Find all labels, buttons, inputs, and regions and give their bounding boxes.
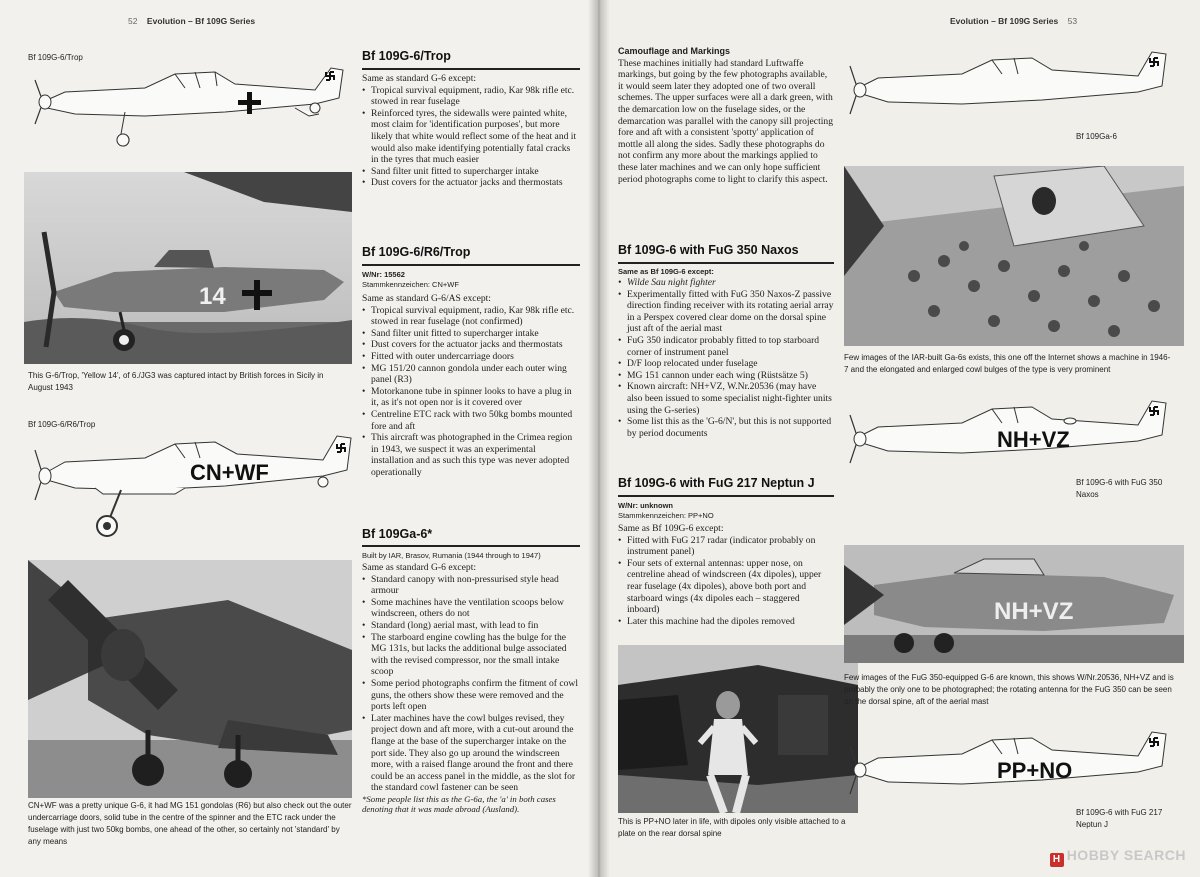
list-item: • MG 151/20 cannon gondola under each outer wing panel (R3): [362, 363, 580, 386]
wnr-label: W/Nr: unknown: [618, 501, 673, 510]
profile-label-neptun-1: Bf 109G-6 with FuG 217: [1076, 808, 1163, 817]
heading-rule: [362, 545, 580, 547]
list-item: • MG 151 cannon under each wing (Rüstsätze 5): [618, 370, 834, 382]
aircraft-profile-g6-trop: [25, 62, 345, 157]
heading-neptun: Bf 109G-6 with FuG 217 Neptun J: [618, 476, 815, 490]
list-item: • This aircraft was photographed in the Crimea region in 1943, we suspect it was an experimental installation and as such this type was never adopted operationally: [362, 432, 580, 478]
heading-naxos: Bf 109G-6 with FuG 350 Naxos: [618, 243, 799, 257]
photo-nh-vz: [844, 545, 1184, 663]
list-item: • Known aircraft: NH+VZ, W.Nr.20536 (may have also been issued to some specialist night-fighter units using the G-series): [618, 381, 834, 416]
list-item: • FuG 350 indicator probably fitted to top starboard corner of instrument panel: [618, 335, 834, 358]
aircraft-profile-neptun: [842, 726, 1172, 811]
section-lead: Same as standard G-6/AS except:: [362, 293, 491, 304]
caption-ga6: Few images of the IAR-built Ga-6s exists, this one off the Internet shows a machine in 1946-7 and the elongated and enlarged cowl bulges of the type is very prominent: [844, 353, 1171, 374]
list-item: • Four sets of external antennas: upper nose, on centreline ahead of windscreen (4x dipoles), upper rear fuselage (4x dipoles), above both port and starboard wings (4x dipoles each – staggered inboard): [618, 558, 834, 616]
aircraft-profile-cn-wf: [25, 430, 355, 545]
photo-code-14: 14: [199, 283, 226, 310]
list-item: • Standard canopy with non-pressurised style head armour: [362, 574, 580, 597]
section-neptun-list: [618, 535, 834, 628]
section-ga6-body: [362, 562, 580, 815]
heading-rule: [362, 68, 580, 70]
caption-cn-wf: CN+WF was a pretty unique G-6, it had MG 151 gondolas (R6) but also check out the outer undercarriage doors, solid tube in the centre of the spinner and the ETC rack under the fuselage with just two 50kg bombs, one ahead of the other, so certainly not 'standard' by any means: [28, 801, 352, 846]
list-item: • Some period photographs confirm the fitment of cowl guns, the others show these were removed and the ports left open: [362, 678, 580, 713]
list-item: • Centreline ETC rack with two 50kg bombs mounted fore and aft: [362, 409, 580, 432]
heading-ga6: Bf 109Ga-6*: [362, 527, 433, 541]
heading-g6-r6-trop: Bf 109G-6/R6/Trop: [362, 245, 471, 259]
left-running-head: [128, 16, 255, 26]
heading-rule: [362, 264, 580, 266]
camo-title: Camouflage and Markings: [618, 46, 731, 56]
list-item: • Sand filter unit fitted to supercharger intake: [362, 328, 580, 340]
section-g6-r6-body: [362, 293, 580, 479]
section-g6-trop-body: [362, 73, 580, 189]
footnote: *Some people list this as the G-6a, the 'a' in both cases denoting that it was made abroad (Ausland).: [362, 793, 556, 815]
left-page-number: 52: [128, 16, 138, 26]
photo-yellow-14: [24, 172, 352, 364]
heading-rule: [618, 495, 834, 497]
list-item: • Dust covers for the actuator jacks and thermostats: [362, 177, 580, 189]
list-item: • Sand filter unit fitted to supercharger intake: [362, 166, 580, 178]
list-item: • D/F loop relocated under fuselage: [618, 358, 834, 370]
photo-code-nh-vz: NH+VZ: [994, 598, 1074, 625]
list-item: • Experimentally fitted with FuG 350 Naxos-Z passive direction finding receiver with its rotating aerial array in a Perspex covered clear dome on the dorsal spine just aft of the aerial mast: [618, 289, 834, 335]
profile-label-neptun-2: Neptun J: [1076, 820, 1109, 829]
photo-pp-no: [618, 645, 858, 813]
section-g6-trop-list: [362, 85, 580, 189]
profile-label-g6-r6-trop: Bf 109G-6/R6/Trop: [28, 420, 96, 429]
section-naxos-list: [618, 277, 834, 439]
watermark-logo: H: [1050, 853, 1064, 867]
list-item: • Some machines have the ventilation scoops below windscreen, others do not: [362, 597, 580, 620]
section-ga6-meta: Built by IAR, Brasov, Rumania (1944 through to 1947): [362, 551, 541, 560]
profile-label-naxos-1: Bf 109G-6 with FuG 350: [1076, 478, 1163, 487]
profile-label-naxos-2: Naxos: [1076, 490, 1099, 499]
list-item: • Reinforced tyres, the sidewalls were painted white, most claim for 'identification purposes', but more likely that white would reflect some of the heat and it would also make identifying potentially fatal cracks in the tyres that much easier: [362, 108, 580, 166]
section-g6-r6-meta: [362, 270, 580, 290]
section-ga6-list: [362, 574, 580, 794]
list-item: • Later this machine had the dipoles removed: [618, 616, 834, 628]
section-neptun-meta: [618, 501, 834, 521]
list-item: • Wilde Sau night fighter: [618, 277, 834, 289]
left-page: [0, 0, 598, 877]
profile-code-nh-vz: NH+VZ: [997, 427, 1070, 452]
stammkennzeichen-label: Stammkennzeichen: PP+NO: [618, 511, 714, 520]
list-item: • Tropical survival equipment, radio, Kar 98k rifle etc. stowed in rear fuselage (not confirmed): [362, 305, 580, 328]
caption-pp-no: This is PP+NO later in life, with dipoles only visible attached to a plate on the rear dorsal spine: [618, 817, 846, 838]
wnr-label: W/Nr: 15562: [362, 270, 405, 279]
watermark-text: HOBBY SEARCH: [1066, 847, 1186, 863]
list-item: • The starboard engine cowling has the bulge for the MG 131s, but lacks the additional bulge associated with the revised compressor, nor the small intake scoop: [362, 632, 580, 678]
right-page-number: 53: [1067, 16, 1078, 26]
section-g6-r6-list: [362, 305, 580, 479]
list-item: • Later machines have the cowl bulges revised, they project down and aft more, with a cut-out around the flange at the base of the supercharger intake on the port side. They also go up around the windscreen more, with a raised flange around the front and there could be an access panel in the middle, as the slot for the standard cowl fastener can be seen: [362, 713, 580, 794]
book-gutter: [588, 0, 610, 877]
section-lead: Same as Bf 109G-6 except:: [618, 523, 724, 534]
right-running-head-title: Evolution – Bf 109G Series: [950, 16, 1059, 26]
right-running-head: [950, 16, 1077, 26]
section-lead: Same as standard G-6 except:: [362, 562, 477, 573]
section-neptun-body: [618, 523, 834, 627]
profile-code-cn-wf: CN+WF: [190, 460, 269, 485]
section-naxos-body: [618, 267, 834, 439]
left-running-head-title: Evolution – Bf 109G Series: [146, 16, 256, 26]
aircraft-profile-ga6: [842, 30, 1172, 125]
caption-yellow-14: This G-6/Trop, 'Yellow 14', of 6./JG3 was captured intact by British forces in Sicily in August 1943: [28, 371, 324, 392]
list-item: • Motorkanone tube in spinner looks to have a plug in it, as it's not open nor is it covered over: [362, 386, 580, 409]
right-page: [598, 0, 1200, 877]
stammkennzeichen-label: Stammkennzeichen: CN+WF: [362, 280, 459, 289]
profile-label-g6-trop: Bf 109G-6/Trop: [28, 53, 83, 62]
heading-g6-trop: Bf 109G-6/Trop: [362, 49, 451, 63]
photo-cn-wf: [28, 560, 352, 798]
list-item: • Fitted with FuG 217 radar (indicator probably on instrument panel): [618, 535, 834, 558]
list-item: • Standard (long) aerial mast, with lead to fin: [362, 620, 580, 632]
section-lead: Same as standard G-6 except:: [362, 73, 477, 84]
list-item: • Dust covers for the actuator jacks and thermostats: [362, 339, 580, 351]
profile-label-ga6: Bf 109Ga-6: [1076, 132, 1117, 141]
list-item: • Tropical survival equipment, radio, Kar 98k rifle etc. stowed in rear fuselage: [362, 85, 580, 108]
profile-code-pp-no: PP+NO: [997, 758, 1073, 783]
list-item: • Fitted with outer undercarriage doors: [362, 351, 580, 363]
caption-nh-vz: Few images of the FuG 350-equipped G-6 are known, this shows W/Nr.20536, NH+VZ and is probably the only one to be photographed; the rotating antenna for the FuG 350 can be seen on the dorsal spine, aft of the aerial mast: [844, 673, 1174, 706]
aircraft-profile-naxos: [842, 395, 1172, 480]
section-lead: Same as Bf 109G-6 except:: [618, 267, 714, 276]
camo-section: [618, 46, 834, 185]
list-item: • Some list this as the 'G-6/N', but this is not supported by period documents: [618, 416, 834, 439]
heading-rule: [618, 262, 834, 264]
camo-text: These machines initially had standard Luftwaffe markings, but going by the few photographs available, it would seem later they adopted one of two overall schemes. The upper surfaces were all a dark green, with the demarcation low on the fuselage sides, or the demarcation was parallel with the canopy sill projecting fore and aft with a consistent 'spotty' application of mottle all along the sides. Sadly these photographs do not confirm any more about the markings applied to these later machines and we can only hope sufficient period photographs come to light to clarify this aspect.: [618, 57, 833, 185]
photo-ga6-mottle: [844, 166, 1184, 346]
watermark: [1050, 847, 1186, 867]
